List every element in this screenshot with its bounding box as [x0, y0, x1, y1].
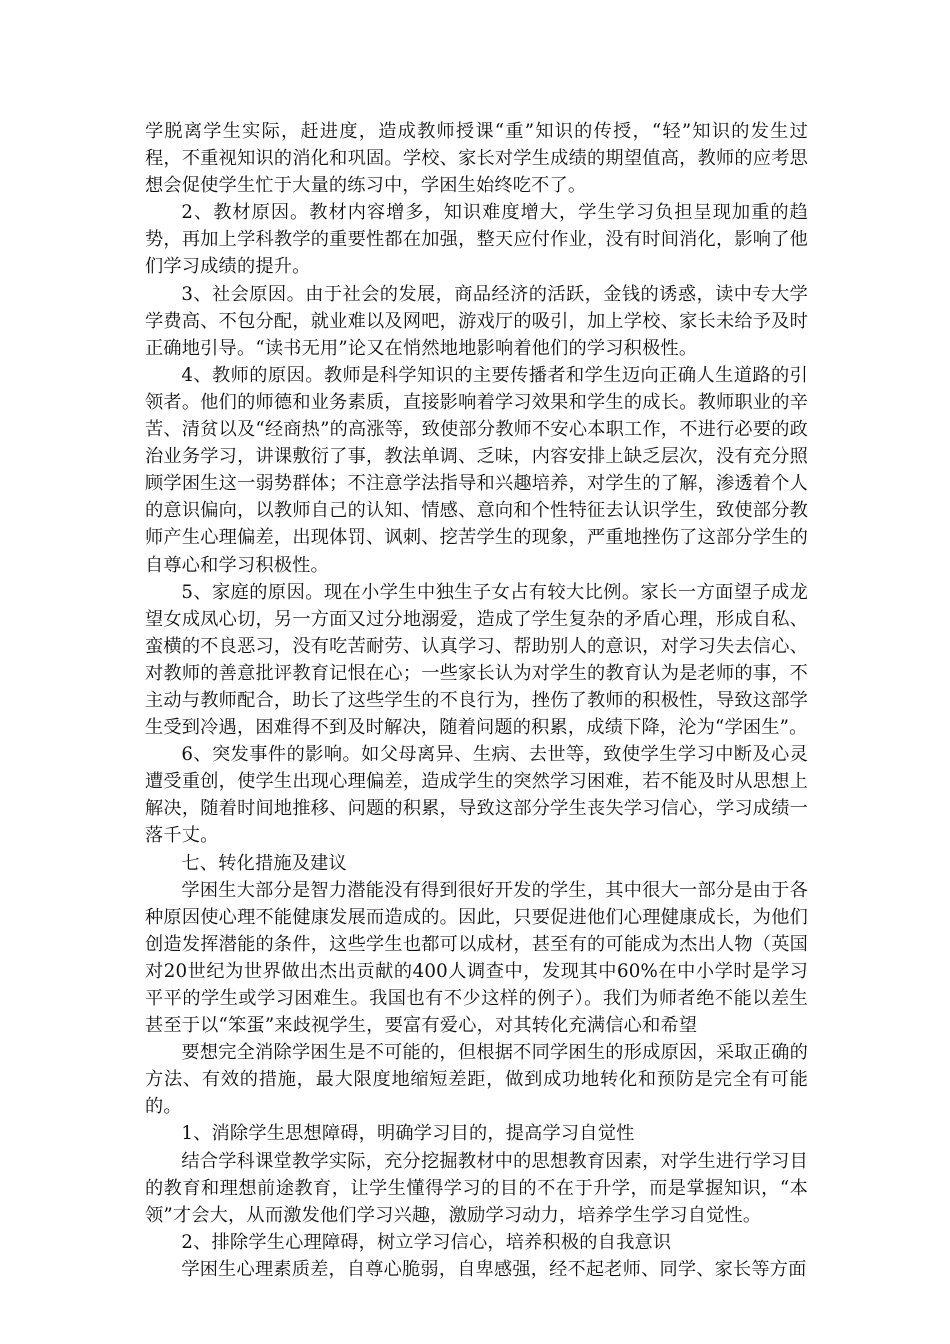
paragraph-teacher-reason: 4、教师的原因。教师是科学知识的主要传播者和学生迈向正确人生道路的引领者。他们的师德和业务素质，直接影响着学习效果和学生的成长。教师职业的辛苦、清贫以及“经商热”的高涨等，致使部分教师不安心本职工作，不进行必要的政治业务学习，讲课敷衍了事，教法单调、乏味，内容安排上缺乏层次，没有充分照顾学困生这一弱势群体；不注意学法指导和兴趣培养，对学生的了解，渗透着个人的意识偏向，以教师自己的认知、情感、意向和个性特征去认识学生，致使部分教师产生心理偏差，出现体罚、讽刺、挖苦学生的现象，严重地挫伤了这部分学生的自尊心和学习积极性。 — [145, 364, 808, 576]
paragraph-social-reason: 3、社会原因。由于社会的发展，商品经济的活跃，金钱的诱惑，读中专大学学费高、不包分配，就业难以及网吧，游戏厅的吸引，加上学校、家长未给予及时正确地引导。“读书无用”论又在悄然地地影响着他们的学习积极性。 — [145, 283, 808, 359]
paragraph-ideology: 结合学科课堂教学实际，充分挖掘教材中的思想教育因素，对学生进行学习目的教育和理想前途教育，让学生懂得学习的目的不在于升学，而是掌握知识，“本领”才会大，从而激发他们学习兴趣，激励学习动力，培养学生学习自觉性。 — [145, 1150, 808, 1226]
paragraph-prevention: 要想完全消除学困生是不可能的，但根据不同学困生的形成原因，采取正确的方法、有效的措施，最大限度地缩短差距，做到成功地转化和预防是完全有可能的。 — [145, 1042, 808, 1118]
subheading-psychology: 2、排除学生心理障碍，树立学习信心，培养积极的自我意识 — [181, 1231, 672, 1253]
paragraph-sudden-events: 6、突发事件的影响。如父母离异、生病、去世等，致使学生学习中断及心灵遭受重创，使学生出现心理偏差，造成学生的突然学习困难，若不能及时从思想上解决，随着时间地推移、问题的积累，导致这部分学生丧失学习信心，学习成绩一落千丈。 — [145, 744, 808, 847]
paragraph-family-reason: 5、家庭的原因。现在小学生中独生子女占有较大比例。家长一方面望子成龙望女成凤心切，另一方面又过分地溺爱，造成了学生复杂的矛盾心理，形成自私、蛮横的不良恶习，没有吃苦耐劳、认真学习、帮助别人的意识，对学习失去信心、对教师的善意批评教育记恨在心；一些家长认为对学生的教育认为是老师的事，不主动与教师配合，助长了这些学生的不良行为，挫伤了教师的积极性，导致这部学生受到冷遇，困难得不到及时解决，随着问题的积累，成绩下降，沦为“学困生”。 — [145, 581, 808, 739]
document-page — [145, 118, 808, 1283]
paragraph-textbook-reason: 2、教材原因。教材内容增多，知识难度增大，学生学习负担呈现加重的趋势，再加上学科教学的重要性都在加强，整天应付作业，没有时间消化，影响了他们学习成绩的提升。 — [145, 202, 808, 278]
paragraph-psychology: 学困生心理素质差，自尊心脆弱，自卑感强，经不起老师、同学、家长等方面 — [181, 1258, 807, 1280]
subheading-ideology: 1、消除学生思想障碍，明确学习目的，提高学习自觉性 — [181, 1123, 635, 1145]
paragraph-measures-intro: 学困生大部分是智力潜能没有得到很好开发的学生，其中很大一部分是由于各种原因使心理不能健康发展而造成的。因此，只要促进他们心理健康成长，为他们创造发挥潜能的条件，这些学生也都可以成材，甚至有的可能成为杰出人物（英国对20世纪为世界做出杰出贡献的400人调查中，发现其中60%在中小学时是学习平平的学生或学习困难生。我国也有不少这样的例子）。我们为师者绝不能以差生甚至于以“笨蛋”来歧视学生，要富有爱心，对其转化充满信心和希望 — [145, 879, 808, 1037]
paragraph-continuation: 学脱离学生实际，赶进度，造成教师授课“重”知识的传授，“轻”知识的发生过程，不重视知识的消化和巩固。学校、家长对学生成绩的期望值高，教师的应考思想会促使学生忙于大量的练习中，学困生始终吃不了。 — [145, 121, 808, 197]
section-heading-measures: 七、转化措施及建议 — [181, 852, 347, 874]
